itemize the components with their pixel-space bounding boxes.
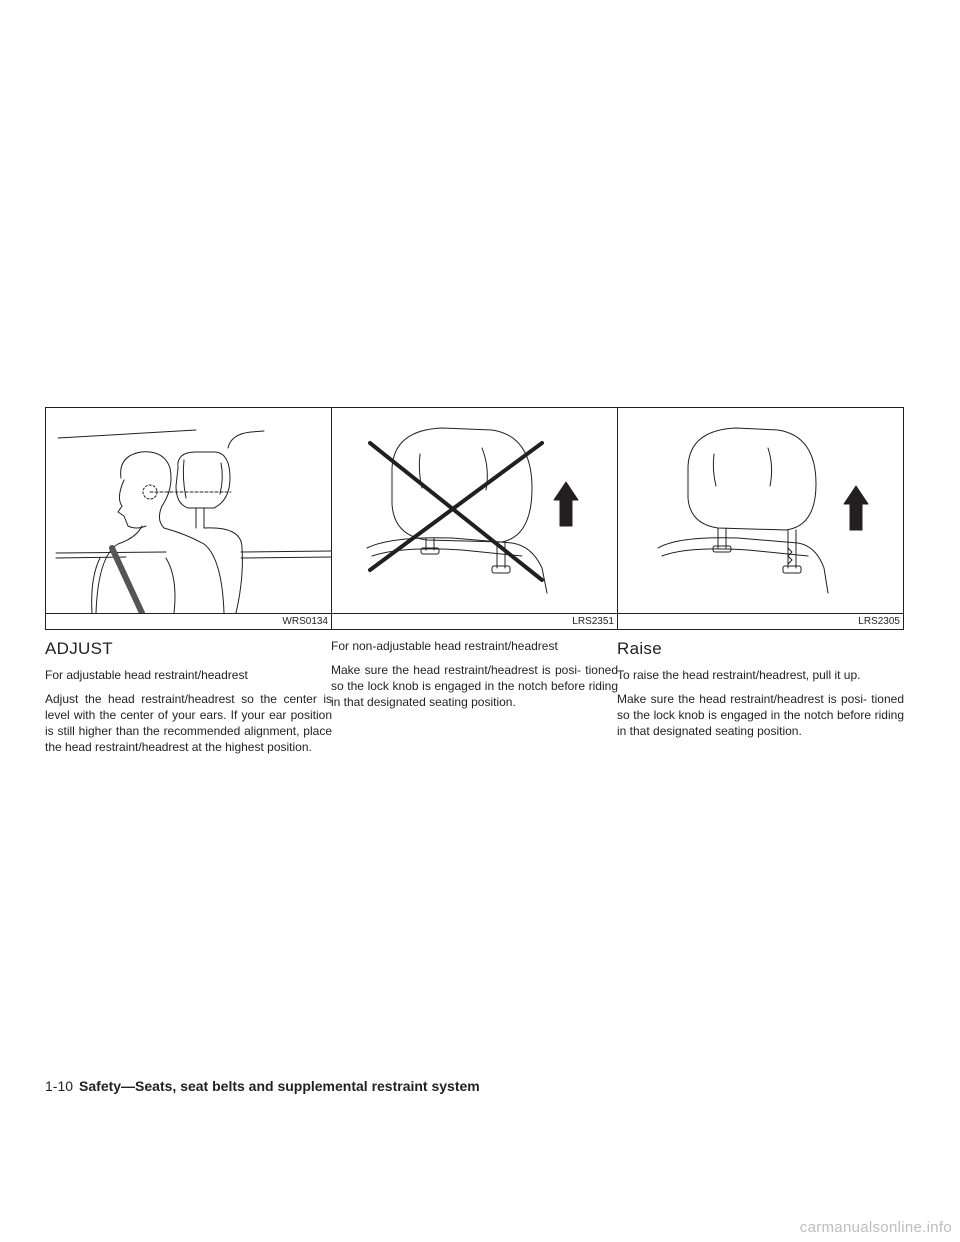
head-restraint-do-not-raise-illustration — [332, 408, 617, 613]
paragraph-non-adjustable-subtitle: For non-adjustable head restraint/headrest — [331, 639, 558, 653]
paragraph-adjust-instructions: Adjust the head restraint/headrest so the center is level with the center of your ears. If your ear position is still higher than the recommended alignment, place the head restraint/headrest at the highest position. — [45, 692, 332, 754]
paragraph-adjustable-subtitle: For adjustable head restraint/headrest — [45, 668, 248, 682]
figure-code: WRS0134 — [46, 613, 331, 629]
watermark: carmanualsonline.info — [799, 1219, 952, 1236]
column-non-adjustable — [331, 407, 618, 718]
paragraph-lock-knob-notice: Make sure the head restraint/headrest is posi- tioned so the lock knob is engaged in the notch before riding in that designated seating position. — [331, 663, 618, 709]
section-title: Safety—Seats, seat belts and supplemental restraint system — [79, 1078, 480, 1094]
figure-code: LRS2351 — [332, 613, 617, 629]
page-number: 1-10 — [45, 1078, 74, 1094]
column-raise — [617, 407, 904, 747]
column-adjust — [45, 407, 332, 763]
section-heading-raise: Raise — [617, 639, 662, 658]
head-restraint-ear-level-illustration — [46, 408, 331, 613]
paragraph-lock-knob-notice: Make sure the head restraint/headrest is posi- tioned so the lock knob is engaged in the notch before riding in that designated seating position. — [617, 692, 904, 738]
paragraph-raise-instructions: To raise the head restraint/headrest, pull it up. — [617, 668, 861, 682]
figure-adjust-head-restraint — [45, 407, 332, 630]
section-heading-adjust: ADJUST — [45, 639, 113, 658]
figure-raise-head-restraint — [617, 407, 904, 630]
figure-non-adjustable-head-restraint — [331, 407, 618, 630]
page-footer — [45, 1077, 480, 1095]
head-restraint-raise-illustration — [618, 408, 903, 613]
figure-code: LRS2305 — [618, 613, 903, 629]
